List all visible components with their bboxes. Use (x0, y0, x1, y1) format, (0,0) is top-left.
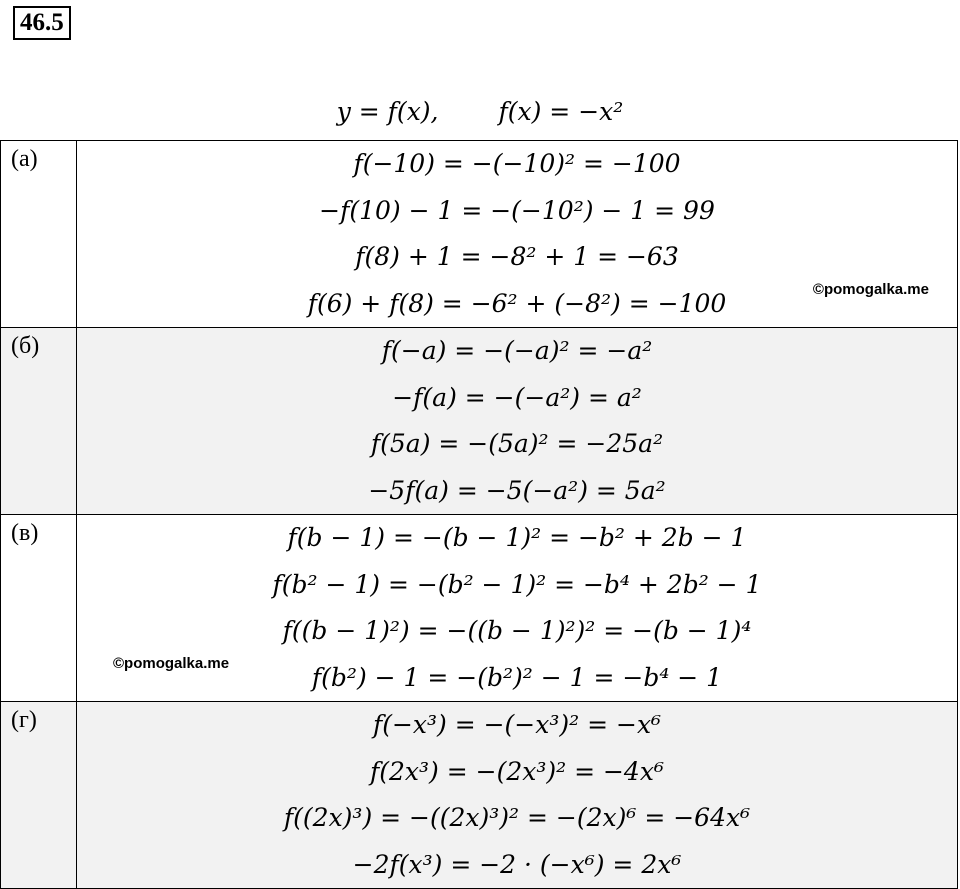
watermark: ©pomogalka.me (113, 655, 230, 672)
part-label: (в) (1, 515, 77, 702)
equation-line: −f(a) = −(−a²) = a² (392, 382, 642, 412)
part-lines (77, 328, 958, 515)
problem-number: 46.5 (13, 6, 71, 40)
given-left: y = f(x), (336, 97, 439, 126)
equation-line: f(b²) − 1 = −(b²)² − 1 = −b⁴ − 1 (311, 662, 723, 692)
equation-line: f((b − 1)²) = −((b − 1)²)² = −(b − 1)⁴ (282, 616, 752, 645)
part-lines (77, 515, 958, 702)
equation-line: f((2x)³) = −((2x)³)² = −(2x)⁶ = −64x⁶ (283, 803, 751, 832)
equation-line: f(5a) = −(5a)² = −25a² (370, 429, 664, 458)
equation-line: f(b − 1) = −(b − 1)² = −b² + 2b − 1 (287, 523, 747, 552)
equation-line: f(−x³) = −(−x³)² = −x⁶ (372, 710, 662, 739)
part-lines (77, 702, 958, 889)
given-right: f(x) = −x² (498, 97, 624, 126)
equation-line: −2f(x³) = −2 · (−x⁶) = 2x⁶ (352, 849, 682, 879)
part-label: (а) (1, 141, 77, 328)
equation-line: −f(10) − 1 = −(−10²) − 1 = 99 (319, 195, 715, 225)
part-row-g (1, 702, 958, 889)
part-label: (б) (1, 328, 77, 515)
equation-line: f(b² − 1) = −(b² − 1)² = −b⁴ + 2b² − 1 (272, 569, 762, 599)
equation-line: f(−a) = −(−a)² = −a² (381, 336, 653, 365)
part-lines (77, 141, 958, 328)
part-row-v (1, 515, 958, 702)
equation-line: f(8) + 1 = −8² + 1 = −63 (355, 242, 679, 271)
part-label: (г) (1, 702, 77, 889)
equation-line: f(2x³) = −(2x³)² = −4x⁶ (370, 756, 664, 786)
equation-line: f(−10) = −(−10)² = −100 (353, 149, 681, 178)
solution-table (0, 140, 958, 889)
part-row-a (1, 141, 958, 328)
given-function (0, 97, 960, 126)
equation-line: −5f(a) = −5(−a²) = 5a² (368, 475, 666, 505)
part-row-b (1, 328, 958, 515)
watermark: ©pomogalka.me (812, 281, 929, 298)
equation-line: f(6) + f(8) = −6² + (−8²) = −100 (307, 288, 727, 318)
